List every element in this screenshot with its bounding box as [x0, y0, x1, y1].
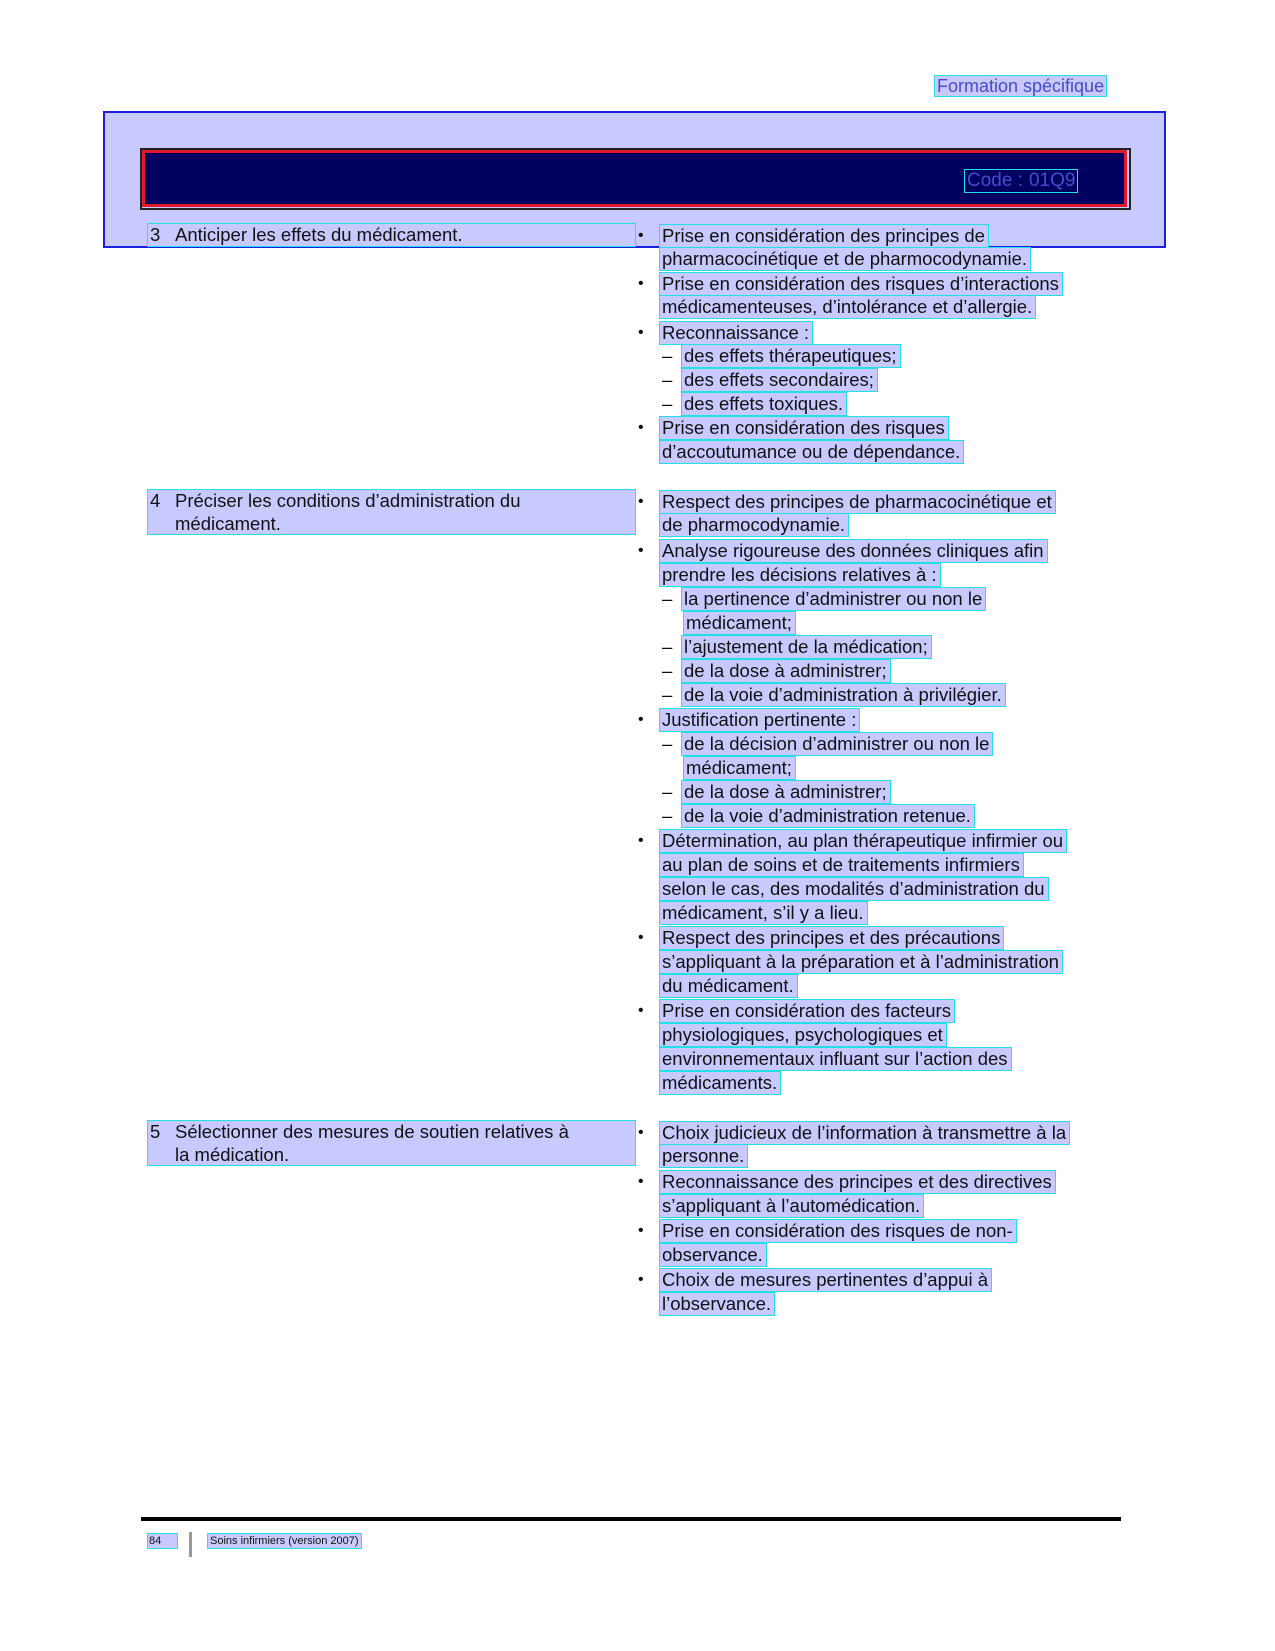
criterion-line: s’appliquant à l’automédication.: [660, 1195, 923, 1217]
criterion-line: observance.: [660, 1244, 766, 1266]
element-text: la médication.: [175, 1144, 290, 1165]
sub-criterion-line: médicament;: [684, 612, 795, 634]
criterion-line: s’appliquant à la préparation et à l’administration: [660, 951, 1062, 973]
criterion-line: • Choix judicieux de l’information à transmettre à la: [660, 1122, 1069, 1144]
sub-criterion-line: – la pertinence d’administrer ou non le: [682, 588, 985, 610]
formation-label: Formation spécifique: [937, 76, 1105, 96]
criterion-line: • Prise en considération des facteurs: [660, 1000, 954, 1022]
footer-separator: [189, 1532, 192, 1557]
criterion-line: • Prise en considération des risques: [660, 417, 948, 439]
criterion-line: médicament, s’il y a lieu.: [660, 902, 867, 924]
criterion-line: • Analyse rigoureuse des données cliniques afin: [660, 540, 1047, 562]
element-text: Anticiper les effets du médicament.: [175, 224, 463, 245]
code-label-text: Code :: [967, 170, 1023, 191]
criterion-line: • Reconnaissance :: [660, 322, 812, 344]
code-value: 01Q9: [1028, 170, 1076, 191]
element-number: 4: [150, 490, 161, 511]
criterion-line: • Respect des principes de pharmacocinétique et: [660, 491, 1055, 513]
criterion-line: • Détermination, au plan thérapeutique infirmier ou: [660, 830, 1066, 852]
criterion-line: l’observance.: [660, 1293, 774, 1315]
code-label: [965, 170, 1077, 192]
criterion-line: médicamenteuses, d’intolérance et d’allergie.: [660, 296, 1035, 318]
sub-criterion-line: – de la voie d’administration retenue.: [682, 805, 974, 827]
sub-criterion-line: – de la voie d’administration à privilégier.: [682, 684, 1005, 706]
criterion-line: • Prise en considération des principes de: [660, 225, 988, 247]
criterion-line: d’accoutumance ou de dépendance.: [660, 441, 963, 463]
criterion-line: médicaments.: [660, 1072, 780, 1094]
sub-criterion-line: – de la dose à administrer;: [682, 660, 890, 682]
sub-criterion-line: – des effets thérapeutiques;: [682, 345, 900, 367]
sub-criterion-line: – des effets toxiques.: [682, 393, 846, 415]
criterion-line: au plan de soins et de traitements infirmiers: [660, 854, 1023, 876]
criterion-line: physiologiques, psychologiques et: [660, 1024, 946, 1046]
element-number: 5: [150, 1121, 161, 1142]
criterion-line: • Prise en considération des risques d’interactions: [660, 273, 1062, 295]
criterion-line: • Respect des principes et des précautions: [660, 927, 1003, 949]
criterion-line: pharmacocinétique et de pharmocodynamie.: [660, 248, 1030, 270]
element-3-row: [148, 224, 635, 246]
sub-criterion-line: – de la dose à administrer;: [682, 781, 890, 803]
criterion-line: selon le cas, des modalités d’administration du: [660, 878, 1048, 900]
element-5-row: [148, 1121, 635, 1165]
criterion-line: du médicament.: [660, 975, 797, 997]
element-text: médicament.: [175, 513, 281, 534]
element-text: Sélectionner des mesures de soutien relatives à: [175, 1121, 569, 1142]
criterion-line: • Prise en considération des risques de non-: [660, 1220, 1016, 1242]
element-number: 3: [150, 224, 161, 245]
footer-rule: [141, 1517, 1121, 1521]
page-number: 84: [148, 1534, 177, 1548]
criterion-line: • Justification pertinente :: [660, 709, 859, 731]
criterion-line: • Reconnaissance des principes et des directives: [660, 1171, 1055, 1193]
sub-criterion-line: – l’ajustement de la médication;: [682, 636, 931, 658]
criterion-line: prendre les décisions relatives à :: [660, 564, 940, 586]
sub-criterion-line: médicament;: [684, 757, 795, 779]
sub-criterion-line: – de la décision d’administrer ou non le: [682, 733, 992, 755]
element-text: Préciser les conditions d’administration du: [175, 490, 521, 511]
footer-doc-title: Soins infirmiers (version 2007): [210, 1535, 359, 1547]
criterion-line: de pharmocodynamie.: [660, 514, 848, 536]
criterion-line: personne.: [660, 1145, 747, 1167]
criterion-line: environnementaux influant sur l’action des: [660, 1048, 1011, 1070]
element-4-row: [148, 490, 635, 534]
sub-criterion-line: – des effets secondaires;: [682, 369, 877, 391]
criterion-line: • Choix de mesures pertinentes d’appui à: [660, 1269, 991, 1291]
